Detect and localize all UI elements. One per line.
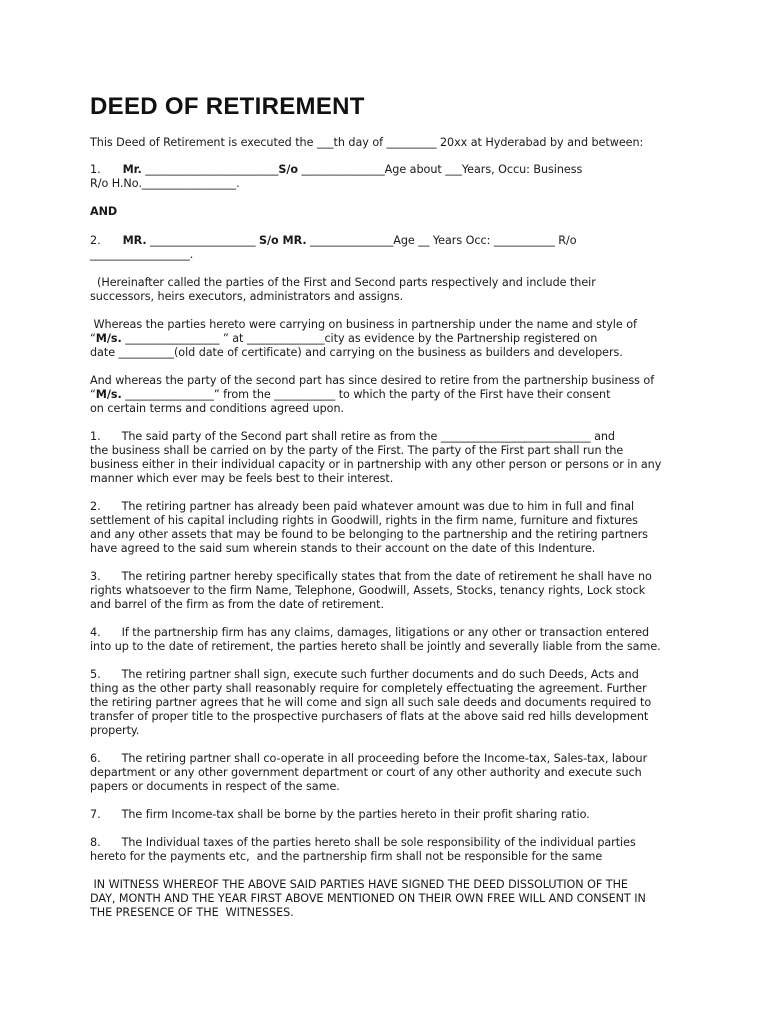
clause-line: 7. The firm Income-tax shall be borne by the parties hereto in their profit sharing ratio. — [90, 808, 590, 821]
page-title: DEED OF RETIREMENT — [90, 93, 365, 120]
paragraph-line — [90, 388, 690, 402]
hereinafter-paragraph — [90, 276, 690, 304]
party-1-line-2: R/o H.No._________________. — [90, 177, 240, 190]
whereas-paragraph-2 — [90, 374, 690, 416]
party-2-number: 2. — [90, 234, 101, 247]
firm-prefix: M/s. — [95, 332, 122, 345]
clause-line: papers or documents in respect of the same. — [90, 780, 340, 793]
paragraph-line: DAY, MONTH AND THE YEAR FIRST ABOVE MENTIONED ON THEIR OWN FREE WILL AND CONSENT IN — [90, 892, 646, 905]
clause-line: department or any other government department or court of any other authority and execute such — [90, 766, 642, 779]
firm-details: _________________ ” at ______________city as evidence by the Partnership registered on — [121, 332, 598, 345]
firm-prefix: M/s. — [95, 388, 122, 401]
clause-6 — [90, 752, 690, 794]
witness-paragraph — [90, 878, 690, 920]
clause-line: 4. If the partnership firm has any claims, damages, litigations or any other or transaction entered — [90, 626, 650, 639]
party-2 — [90, 234, 690, 262]
party-2-line-2: __________________. — [90, 248, 194, 261]
clause-line: settlement of his capital including rights in Goodwill, rights in the firm name, furniture and fixtures — [90, 514, 638, 527]
party-2-name-blank: ___________________ — [150, 234, 256, 247]
party-1-number: 1. — [90, 163, 101, 176]
party-1-details: _______________Age about ___Years, Occu: Business — [301, 163, 583, 176]
paragraph-line: (Hereinafter called the parties of the First and Second parts respectively and include their — [90, 276, 596, 289]
clause-line: 3. The retiring partner hereby specifically states that from the date of retirement he shall have no — [90, 570, 652, 583]
paragraph-line: date __________(old date of certificate) and carrying on the business as builders and developers. — [90, 346, 623, 359]
clause-line: hereto for the payments etc, and the partnership firm shall not be responsible for the same — [90, 850, 603, 863]
clause-line: thing as the other party shall reasonably require for completely effectuating the agreement. Further — [90, 682, 647, 695]
clause-line: manner which ever may be feels best to their interest. — [90, 472, 394, 485]
clause-line: business either in their individual capacity or in partnership with any other person or persons or in any — [90, 458, 662, 471]
clause-8 — [90, 836, 690, 864]
clause-line: 6. The retiring partner shall co-operate in all proceeding before the Income-tax, Sales-tax, labour — [90, 752, 648, 765]
paragraph-line: on certain terms and conditions agreed upon. — [90, 402, 345, 415]
clause-line: 8. The Individual taxes of the parties hereto shall be sole responsibility of the individual parties — [90, 836, 636, 849]
clause-line: and barrel of the firm as from the date of retirement. — [90, 598, 384, 611]
open-quote: “ — [90, 388, 96, 401]
open-quote: “ — [90, 332, 96, 345]
clause-line: transfer of proper title to the prospective purchasers of flats at the above said red hills development — [90, 710, 649, 723]
party-2-son-of: S/o MR. — [259, 234, 307, 247]
party-2-details: _______________Age __ Years Occ: ___________ R/o — [310, 234, 577, 247]
paragraph-line: And whereas the party of the second part has since desired to retire from the partnership business of — [90, 374, 655, 387]
document-body — [90, 136, 690, 920]
clause-7 — [90, 808, 690, 822]
clause-3 — [90, 570, 690, 612]
clause-line: and any other assets that may be found to be belonging to the partnership and the retiring partners — [90, 528, 648, 541]
clause-line: the retiring partner agrees that he will come and sign all such sale deeds and documents required to — [90, 696, 652, 709]
clause-4 — [90, 626, 690, 654]
clause-line: the business shall be carried on by the party of the First. The party of the First part shall run the — [90, 444, 624, 457]
clause-line: 5. The retiring partner shall sign, execute such further documents and do such Deeds, Acts and — [90, 668, 639, 681]
clause-5 — [90, 668, 690, 738]
and-label: AND — [90, 205, 118, 218]
clause-line: rights whatsoever to the firm Name, Telephone, Goodwill, Assets, Stocks, tenancy rights, Lock stock — [90, 584, 646, 597]
paragraph-line — [90, 332, 690, 346]
clause-line: into up to the date of retirement, the parties hereto shall be jointly and severally liable from the same. — [90, 640, 661, 653]
party-2-title: MR. — [122, 234, 147, 247]
clause-line: 1. The said party of the Second part shall retire as from the ___________________________ and — [90, 430, 615, 443]
whereas-paragraph-1 — [90, 318, 690, 360]
paragraph-line: IN WITNESS WHEREOF THE ABOVE SAID PARTIES HAVE SIGNED THE DEED DISSOLUTION OF THE — [90, 878, 628, 891]
clause-line: property. — [90, 724, 140, 737]
paragraph-line: successors, heirs executors, administrators and assigns. — [90, 290, 404, 303]
firm-details: ________________” from the ___________ to which the party of the First have their consent — [121, 388, 611, 401]
clause-line: have agreed to the said sum wherein stands to their account on the date of this Indenture. — [90, 542, 596, 555]
party-1-line-1 — [90, 163, 690, 177]
party-1-name-blank: ________________________ — [145, 163, 279, 176]
paragraph-line: THE PRESENCE OF THE WITNESSES. — [90, 906, 294, 919]
party-2-line-1 — [90, 234, 690, 248]
party-1-title: Mr. — [122, 163, 142, 176]
party-1 — [90, 163, 690, 191]
paragraph-line: Whereas the parties hereto were carrying on business in partnership under the name and style of — [90, 318, 637, 331]
clause-1 — [90, 430, 690, 486]
clause-line: 2. The retiring partner has already been paid whatever amount was due to him in full and final — [90, 500, 635, 513]
clause-2 — [90, 500, 690, 556]
intro-paragraph: This Deed of Retirement is executed the ___th day of _________ 20xx at Hyderabad by and between: — [90, 136, 644, 149]
party-1-son-of: S/o — [278, 163, 298, 176]
